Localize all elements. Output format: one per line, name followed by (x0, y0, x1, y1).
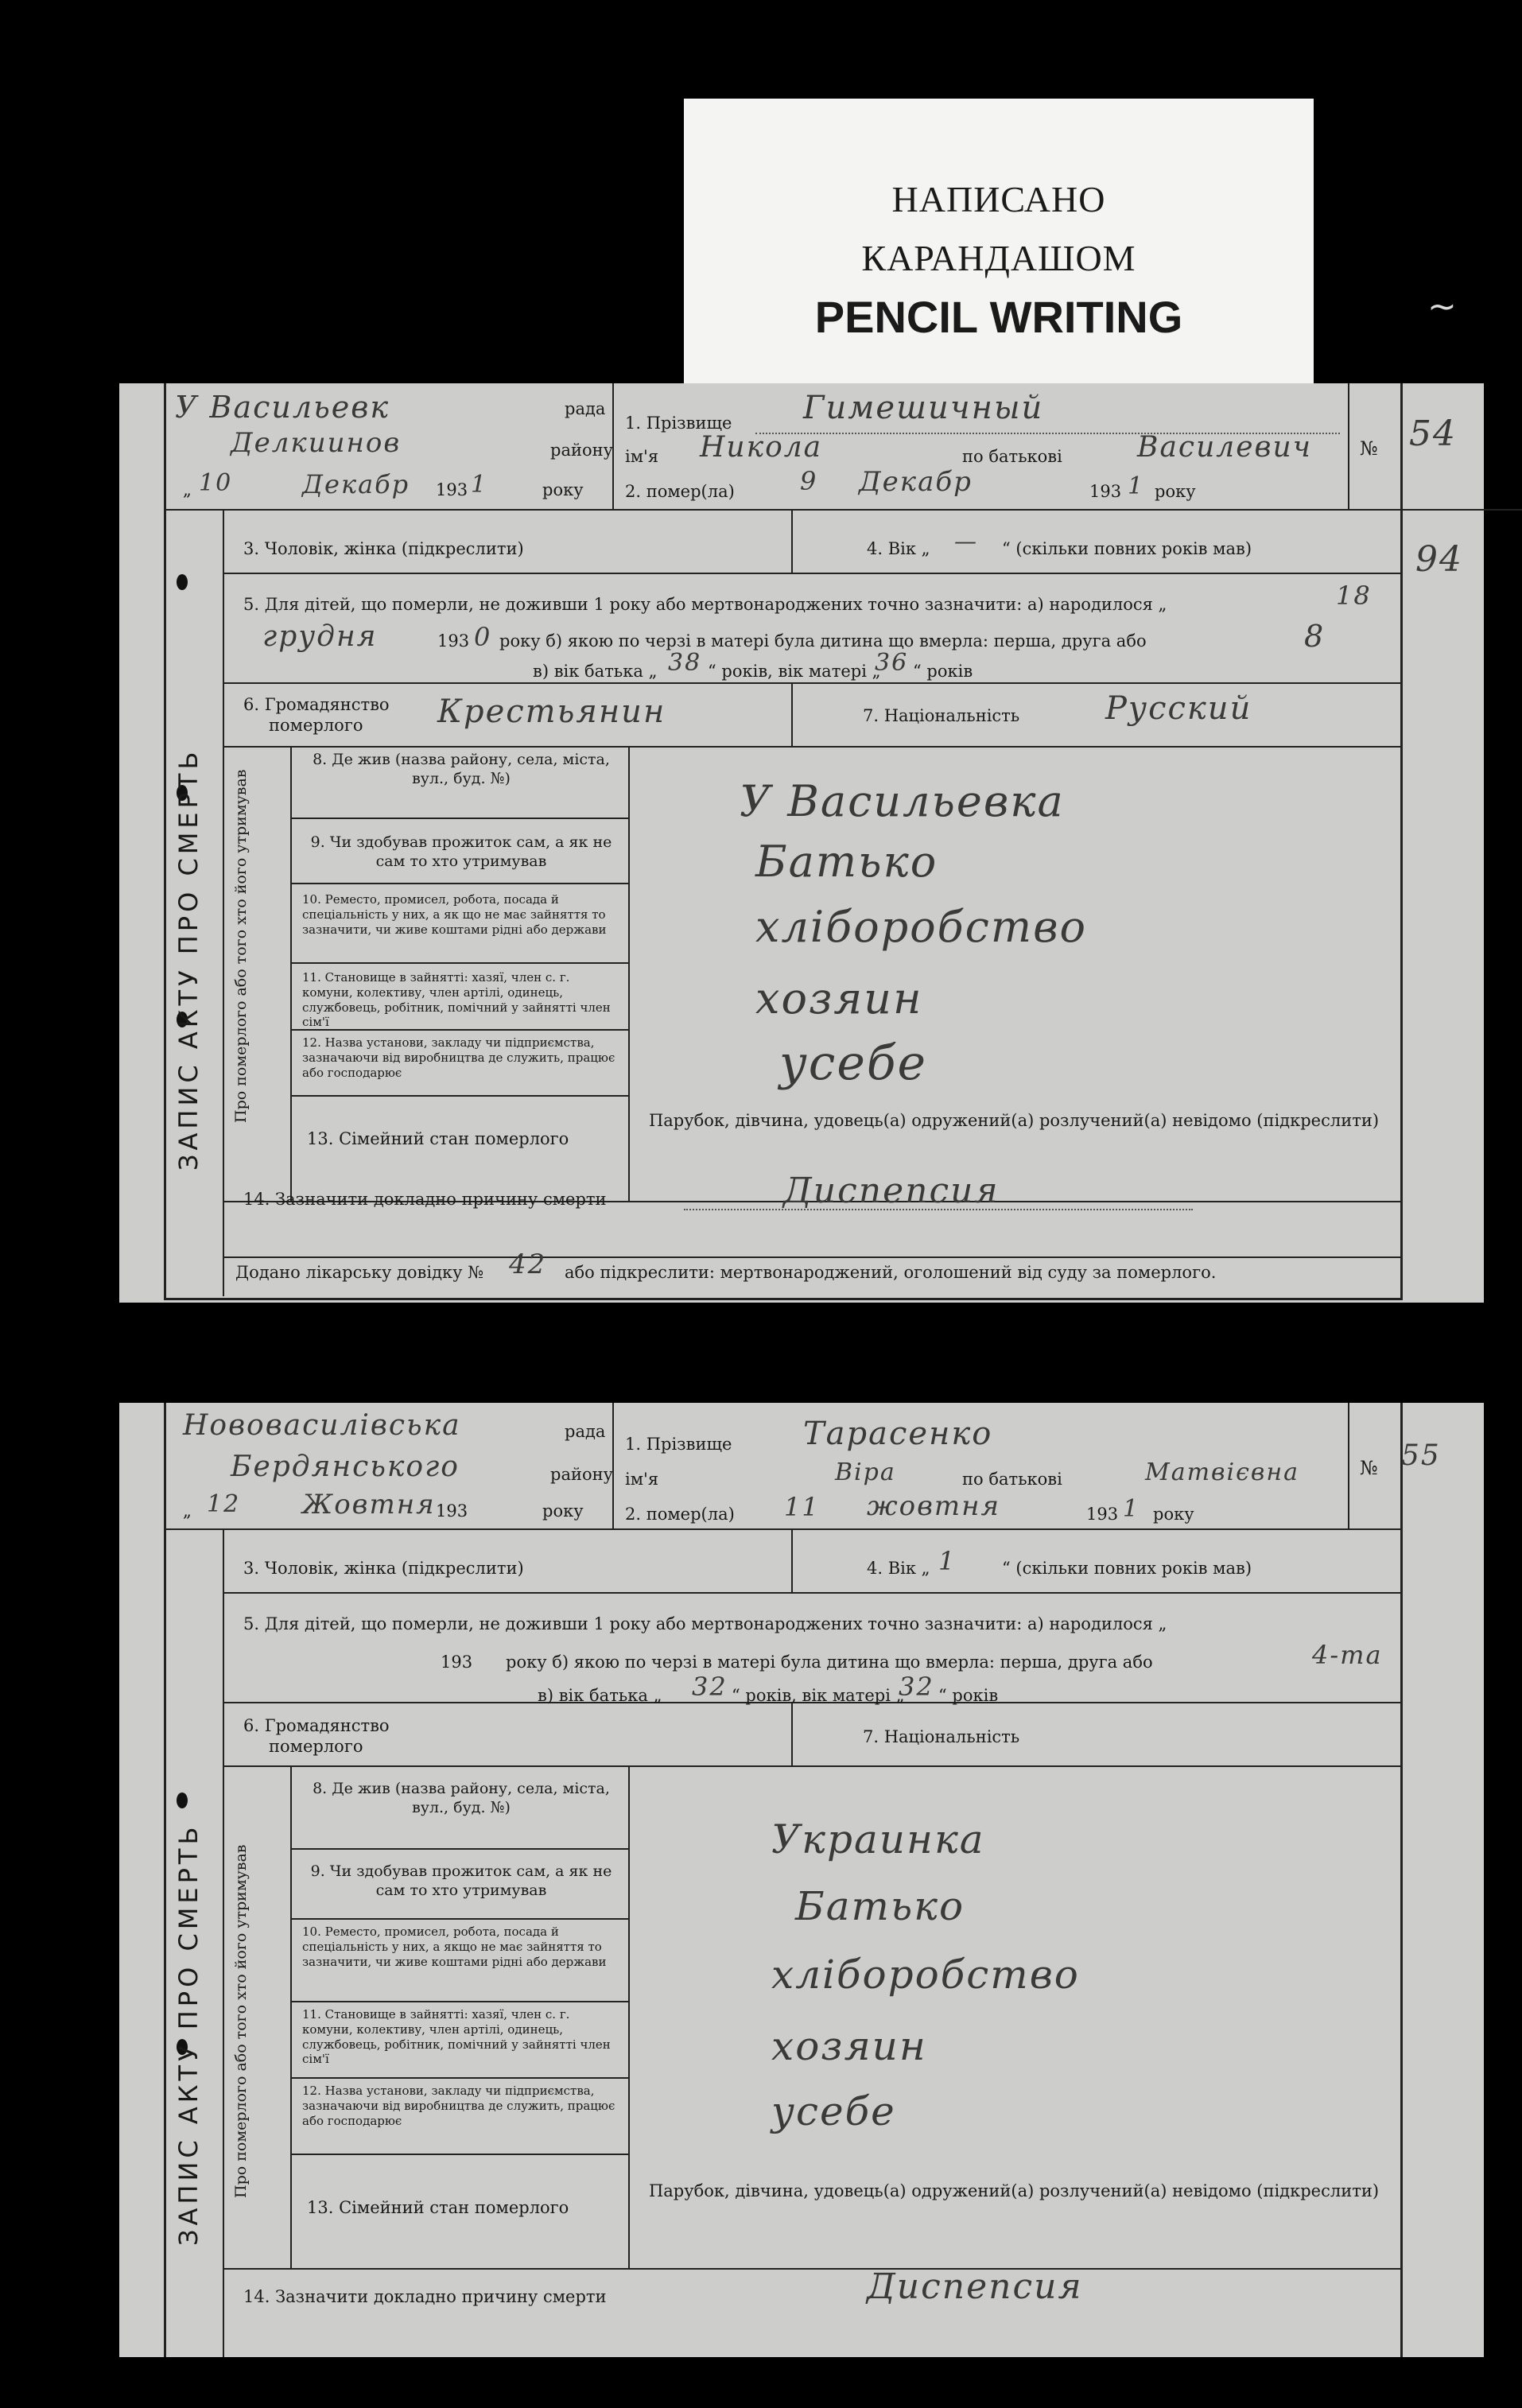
hw-date-month: Декабр (302, 469, 410, 499)
label-nationality: 7. Національність (863, 706, 1020, 725)
label-name: ім'я (625, 1470, 659, 1489)
hw-citizenship: Крестьянин (437, 693, 666, 730)
hw-born-month: грудня (262, 620, 378, 653)
label-died-year: 193 (1086, 1505, 1119, 1524)
q9-label: 9. Чи здобував прожиток сам, а як не сам то хто утримував (310, 1862, 612, 1899)
label-children-year: 193 (441, 1653, 473, 1672)
hw-nationality: Русский (1105, 690, 1252, 727)
hw-born-day: 18 (1336, 581, 1372, 611)
label-rada: рада (565, 1422, 606, 1441)
label-citizenship-1: 6. Громадянство (243, 1716, 390, 1735)
side-title: ЗАПИС АКТУ ПРО СМЕРТЬ (173, 1823, 204, 2246)
label-died-year: 193 (1089, 482, 1122, 501)
label-year-prefix: 193 (436, 1501, 468, 1521)
label-children-1: 5. Для дітей, що померли, не доживши 1 року або мертвонароджених точно зазначити: а) народилося „ (243, 1614, 1167, 1633)
label-year: року (542, 480, 584, 499)
label-raion: району (550, 441, 613, 460)
label-citizenship-2: померлого (269, 716, 363, 735)
label-died: 2. помер(ла) (625, 482, 735, 501)
label-citizenship-2: померлого (269, 1737, 363, 1756)
hw-occupation: хліборобство (771, 1952, 1080, 1998)
label-sex: 3. Чоловік, жінка (підкреслити) (243, 1559, 524, 1578)
hw-date-month: Жовтня (302, 1489, 436, 1521)
death-record-form-55: Нововасилівська рада Бердянського району „ 12 Жовтня 193 року 1. Прізвище Тарасенко ім'я Віра по батькові Матвієвна 2. помер(ла) 11 жовтня 193 1 року № 55 3. Чоловік, жінка (підкреслити) 4. Вік „ 1 “ (скільки повних років мав) 5. Для дітей, що померли, не доживши 1 року або мертвонароджених точно зазначити: а) народилося „ 193 року б) якою по черзі в матері була дитина що вмерла: перша, друга або 4-та в) вік батька „ 32 “ років, вік матері „ 32 “ років 6. Громадянство померлого 7. Національність ЗАПИС АКТУ ПРО СМЕРТЬ Про померлого або того хто його утримував 8. Де жив (назва району, села, міста, вул., буд. №) Украинка 9. Чи здобував прожиток сам, а як не сам то хто утримував Батько 10. Реместо, промисел, робота, посада й спеціальність у них, а якщо не має зайняття то зазначити, чи живе коштами рідні або держави хліборобство 11. Становище в зайнятті: хазяї, член с. г. комуни, колективу, член артілі, одинець, службовець, робітник, помічний у зайнятті член сім'ї хозяин 12. Назва установи, закладу чи підприємства, зазначаючи від виробництва де служить, працює або господарює усебе 13. Сімейний стан померлого Парубок, дівчина, удовець(а) одружений(а) розлучений(а) невідомо (підкреслити) 14. Зазначити докладно причину смерти Диспепсия (119, 1403, 1484, 2357)
hw-surname: Тарасенко (803, 1416, 993, 1452)
label-year-prefix: 193 (436, 480, 468, 499)
punch-hole (177, 1792, 188, 1808)
hw-number: 55 (1401, 1439, 1441, 1472)
q14-label: 14. Зазначити докладно причину смерти (243, 2287, 607, 2306)
label-age: 4. Вік „ (867, 539, 930, 558)
q12-label: 12. Назва установи, закладу чи підприємства, зазначаючи від виробництва де служить, працює або господарює (302, 1035, 615, 1080)
label-number: № (1360, 437, 1378, 460)
label-nationality: 7. Національність (863, 1727, 1020, 1746)
label-citizenship-1: 6. Громадянство (243, 695, 390, 714)
hw-cause: Диспепсия (783, 1171, 1000, 1211)
q13-options: Парубок, дівчина, удовець(а) одружений(а) розлучений(а) невідомо (підкреслити) (648, 1111, 1380, 1130)
pencil-writing-notice-card (684, 99, 1314, 388)
hw-raion: Делкиинов (231, 427, 402, 459)
hw-number: 54 (1409, 414, 1457, 454)
label-died-year-word: року (1155, 482, 1196, 501)
q13-options: Парубок, дівчина, удовець(а) одружений(а) розлучений(а) невідомо (підкреслити) (648, 2181, 1380, 2200)
hw-doctor-cert: 42 (509, 1249, 547, 1280)
hw-mother-age: 32 (899, 1672, 934, 1702)
hw-residence: У Васильевка (740, 776, 1065, 826)
hw-died-month: Декабр (859, 466, 973, 498)
hw-livelihood: Батько (755, 837, 938, 887)
label-raion: району (550, 1465, 613, 1484)
punch-hole (177, 574, 188, 590)
hw-died-day: 11 (784, 1492, 820, 1522)
hw-date-day: 12 (207, 1490, 241, 1518)
q11-label: 11. Становище в зайнятті: хазяї, член с. г. комуни, колективу, член артілі, одинець, службовець, робітник, помічний у зайнятті член сім'ї (302, 2007, 611, 2067)
q10-label: 10. Реместо, промисел, робота, посада й спеціальність у них, а як що не має зайняття то зазначити, чи живе коштами рідні або держави (302, 892, 607, 937)
death-record-form-54: У Васильевк рада Делкиинов району „ 10 Декабр 193 1 року 1. Прізвище Гимешичный ім'я Никола по батькові Василевич 2. помер(ла) 9 Декабр 193 1 року № 54 94 3. Чоловік, жінка (підкреслити) 4. Вік „ — “ (скільки повних років мав) 5. Для дітей, що померли, не доживши 1 року або мертвонароджених точно зазначити: а) народилося „ 18 грудня 193 0 року б) якою по черзі в матері була дитина що вмерла: перша, друга або 8 в) вік батька „ 38 “ років, вік матері „ 36 “ років 6. Громадянство померлого Крестьянин 7. Національність Русский ЗАПИС АКТУ ПРО СМЕРТЬ Про померлого або того хто його утримував 8. Де жив (назва району, села, міста, вул., буд. №) У Васильевка 9. Чи здобував прожиток сам, а як не сам то хто утримував Батько 10. Реместо, промисел, робота, посада й спеціальність у них, а як що не має зайняття то зазначити, чи живе коштами рідні або держави хліборобство 11. Становище в зайнятті: хазяї, член с. г. комуни, колективу, член артілі, одинець, службовець, робітник, помічний у зайнятті член сім'ї хозяин 12. Назва установи, закладу чи підприємства, зазначаючи від виробництва де служить, працює або господарює усебе 13. Сімейний стан померлого Парубок, дівчина, удовець(а) одружений(а) розлучений(а) невідомо (підкреслити) 14. Зазначити докладно причину смерти Диспепсия Додано лікарську довідку № 42 або підкреслити: мертвонароджений, оголошений від суду за померлого. (119, 383, 1484, 1303)
hw-cause: Диспепсия (867, 2266, 1083, 2307)
label-patronymic: по батькові (962, 447, 1062, 466)
q11-label: 11. Становище в зайнятті: хазяї, член с. г. комуни, колективу, член артілі, одинець, службовець, робітник, помічний у зайнятті член сім'ї (302, 970, 611, 1030)
hw-died-day: 9 (800, 466, 818, 496)
hw-surname: Гимешичный (803, 390, 1044, 426)
q13-label: 13. Сімейний стан померлого (307, 1129, 569, 1148)
notice-line-1: НАПИСАНО (891, 179, 1106, 219)
stray-mark: ~ (1427, 286, 1457, 327)
side-subtitle: Про померлого або того хто його утримував (232, 769, 250, 1123)
hw-workplace: усебе (771, 2088, 896, 2134)
label-children-2: року б) якою по черзі в матері була дитина що вмерла: перша, друга або (506, 1653, 1153, 1672)
label-name: ім'я (625, 447, 659, 466)
hw-died-year-digit: 1 (1128, 472, 1145, 500)
label-year: року (542, 1501, 584, 1521)
hw-residence: Украинка (771, 1816, 985, 1862)
hw-workplace: усебе (779, 1035, 928, 1091)
hw-livelihood: Батько (795, 1883, 965, 1929)
label-age: 4. Вік „ (867, 1559, 930, 1578)
side-subtitle: Про померлого або того хто його утримував (232, 1844, 250, 2198)
hw-died-month: жовтня (867, 1490, 1001, 1522)
doctor-prefix: Додано лікарську довідку № (235, 1263, 484, 1282)
label-children-3a: в) вік батька „ (538, 1686, 662, 1705)
label-children-3b: “ років, вік матері „ (708, 662, 881, 681)
hw-side-number: 94 (1415, 539, 1463, 580)
q14-label: 14. Зазначити докладно причину смерти (243, 1190, 607, 1209)
hw-died-year-digit: 1 (1123, 1495, 1140, 1523)
hw-child-order: 4-та (1312, 1640, 1383, 1670)
label-sex: 3. Чоловік, жінка (підкреслити) (243, 539, 524, 558)
label-children-year: 193 (437, 631, 470, 651)
hw-year-digit: 1 (471, 471, 488, 499)
q13-label: 13. Сімейний стан померлого (307, 2198, 569, 2217)
hw-age: 1 (938, 1546, 957, 1576)
q8-label: 8. Де жив (назва району, села, міста, вул., буд. №) (313, 1780, 610, 1816)
hw-position: хозяин (755, 973, 923, 1023)
label-age-suffix: “ (скільки повних років мав) (1002, 1559, 1252, 1578)
hw-age: — (954, 528, 978, 554)
label-died: 2. помер(ла) (625, 1505, 735, 1524)
label-age-suffix: “ (скільки повних років мав) (1002, 539, 1252, 558)
q8-label: 8. Де жив (назва району, села, міста, вул., буд. №) (313, 751, 610, 787)
hw-occupation: хліборобство (755, 902, 1088, 952)
side-title: ЗАПИС АКТУ ПРО СМЕРТЬ (173, 748, 204, 1171)
hw-raion: Бердянського (231, 1451, 460, 1483)
label-died-year-word: року (1153, 1505, 1194, 1524)
hw-patronymic: Матвієвна (1145, 1458, 1300, 1486)
hw-position: хозяин (771, 2023, 927, 2069)
hw-name: Віра (835, 1458, 896, 1486)
label-children-1: 5. Для дітей, що померли, не доживши 1 року або мертвонароджених точно зазначити: а) народилося „ (243, 595, 1167, 614)
label-surname: 1. Прізвище (625, 1435, 732, 1454)
label-surname: 1. Прізвище (625, 414, 732, 433)
q12-label: 12. Назва установи, закладу чи підприємства, зазначаючи від виробництва де служить, працює або господарює (302, 2084, 615, 2128)
hw-child-order: 8 (1304, 619, 1326, 654)
label-number: № (1360, 1457, 1378, 1479)
label-patronymic: по батькові (962, 1470, 1062, 1489)
hw-date-day: 10 (199, 469, 233, 497)
notice-line-2: КАРАНДАШОМ (861, 238, 1136, 278)
label-rada: рада (565, 399, 606, 418)
notice-line-3: PENCIL WRITING (814, 292, 1183, 342)
label-children-2: року б) якою по черзі в матері була дитина що вмерла: перша, друга або (499, 631, 1147, 651)
q10-label: 10. Реместо, промисел, робота, посада й спеціальність у них, а якщо не має зайняття то зазначити, чи живе коштами рідні або держави (302, 1924, 607, 1969)
hw-name: Никола (700, 431, 823, 464)
label-children-3c: “ років (938, 1686, 999, 1705)
hw-patronymic: Василевич (1137, 431, 1313, 464)
hw-rada: У Васильевк (175, 390, 390, 425)
hw-born-year-digit: 0 (474, 622, 492, 652)
hw-father-age: 38 (668, 649, 702, 677)
label-children-3b: “ років, вік матері „ (732, 1686, 905, 1705)
doctor-suffix: або підкреслити: мертвонароджений, оголошений від суду за померлого. (565, 1263, 1217, 1282)
q9-label: 9. Чи здобував прожиток сам, а як не сам то хто утримував (310, 833, 612, 870)
hw-rada: Нововасилівська (183, 1409, 461, 1442)
hw-father-age: 32 (692, 1672, 728, 1702)
label-children-3a: в) вік батька „ (533, 662, 658, 681)
label-children-3c: “ років (913, 662, 973, 681)
hw-mother-age: 36 (875, 649, 909, 677)
